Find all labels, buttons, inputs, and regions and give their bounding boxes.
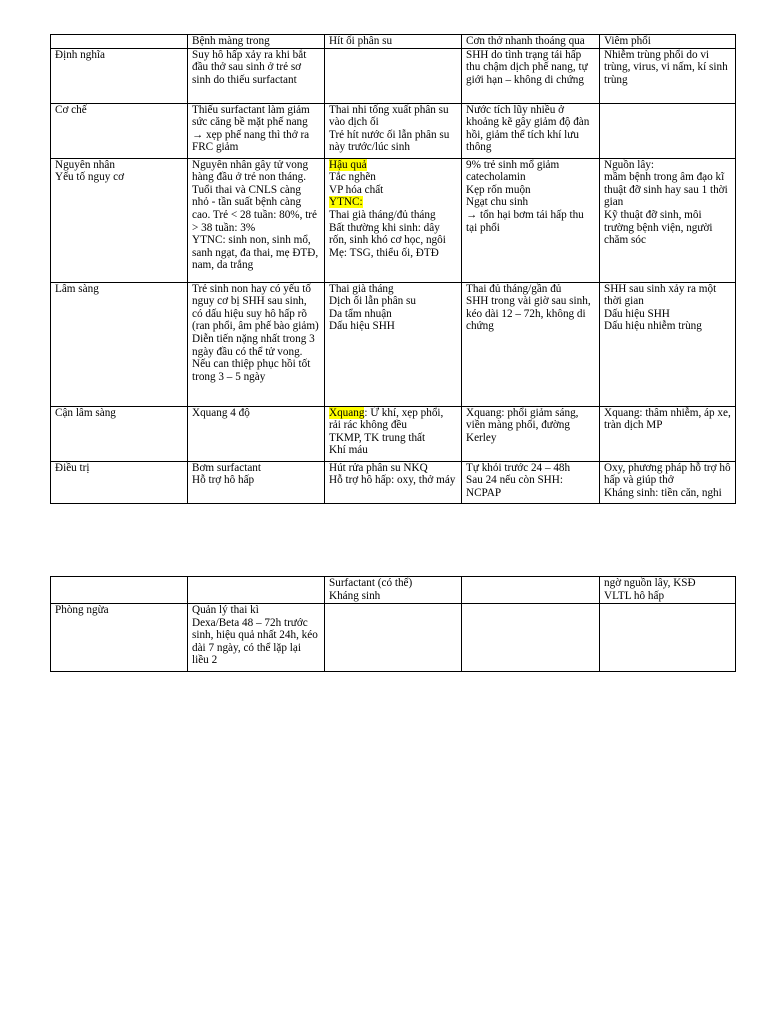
cell-line: Dấu hiệu SHH xyxy=(604,307,670,320)
row-label xyxy=(51,406,188,461)
table-cell xyxy=(600,282,736,406)
cell-line: Da tẩm nhuận xyxy=(329,307,392,320)
table-cell xyxy=(462,604,600,672)
cell-line: Quản lý thai kì xyxy=(192,604,259,616)
table-cell xyxy=(188,577,325,604)
row-label-text: Cận lâm sàng xyxy=(55,406,116,419)
cell-line: → tổn hại bơm tái hấp thu tại phổi xyxy=(466,208,584,234)
cell-line: Dexa/Beta 48 – 72h trước sinh, hiệu quả nhất 24h, kéo dài 7 ngày, có thể lặp lại liều 2 xyxy=(192,616,318,667)
cell-line: Trẻ hít nước ối lẫn phân su này trước/lúc sinh xyxy=(329,128,450,154)
table-cell xyxy=(325,158,462,282)
header-row xyxy=(51,35,736,49)
cell-line: Kỹ thuật đỡ sinh, môi trường bệnh viện, người chăm sóc xyxy=(604,208,713,247)
cell-line xyxy=(329,159,457,172)
table-cell xyxy=(325,577,462,604)
table-cell xyxy=(325,48,462,103)
table-cell xyxy=(462,406,600,461)
cell-line: Suy hô hấp xảy ra khi bắt đầu thở sau sinh ở trẻ sơ sinh do thiếu surfactant xyxy=(192,48,307,86)
cell-line: Thai già tháng xyxy=(329,282,394,295)
table-row xyxy=(51,158,736,282)
cell-line: ngờ nguồn lây, KSĐ xyxy=(604,577,696,589)
cell-line: SHH sau sinh xảy ra một thời gian xyxy=(604,282,717,308)
row-label xyxy=(51,48,188,103)
cell-line: Xquang: thâm nhiễm, áp xe, tràn dịch MP xyxy=(604,406,731,432)
cell-line: mầm bệnh trong âm đạo kĩ thuật đỡ sinh hay sau 1 thời gian xyxy=(604,171,728,209)
cell-line: TKMP, TK trung thất xyxy=(329,431,426,444)
cell-line: Surfactant (có thể) xyxy=(329,577,413,589)
row-label-text: Yếu tố nguy cơ xyxy=(55,171,124,184)
cell-line: Mẹ: TSG, thiểu ối, ĐTĐ xyxy=(329,246,439,259)
row-label-text: Nguyên nhân xyxy=(55,158,115,171)
cell-line: Trẻ sinh non hay có yếu tố nguy cơ bị SHH sau sinh, có dấu hiệu suy hô hấp rõ (ran phổi, âm phế bào giảm) xyxy=(192,282,319,333)
header-cell: Viêm phổi xyxy=(600,35,736,49)
table-cell xyxy=(188,604,325,672)
comparison-table-continued xyxy=(50,576,736,672)
cell-line: Thai già tháng/đủ tháng xyxy=(329,208,436,221)
cell-line: Nguồn lây: xyxy=(604,158,655,171)
table-cell xyxy=(188,461,325,503)
cell-line: Sau 24 nếu còn SHH: NCPAP xyxy=(466,474,563,499)
cell-line: Kháng sinh xyxy=(329,589,381,602)
cell-line: Xquang: phổi giảm sáng, viền màng phổi, đường Kerley xyxy=(466,406,579,444)
table-cell xyxy=(188,282,325,406)
cell-line: Bất thường khi sinh: dây rốn, sinh khó cơ học, ngôi xyxy=(329,221,446,247)
cell-line: Hút rửa phân su NKQ xyxy=(329,461,428,474)
table-cell xyxy=(325,461,462,503)
row-label xyxy=(51,577,188,604)
cell-line-rest: : Ứ khí, xẹp phổi, rải rác không đều xyxy=(329,406,444,432)
table-cell xyxy=(462,461,600,503)
row-label xyxy=(51,604,188,672)
table-cell xyxy=(600,577,736,604)
table-cell xyxy=(600,604,736,672)
table-cell xyxy=(188,406,325,461)
highlighted-text: YTNC: xyxy=(329,196,363,209)
cell-line: Dịch ối lẫn phân su xyxy=(329,295,416,308)
cell-line: VLTL hô hấp xyxy=(604,589,665,602)
cell-line: Nguyên nhân gây tử vong hàng đầu ở trẻ non tháng. Tuổi thai và CNLS càng nhỏ - tần suất bệnh càng cao. Trẻ < 28 tuần: 80%, trẻ > 38 tuần: 3% xyxy=(192,158,318,234)
cell-line: Khí máu xyxy=(329,444,368,457)
cell-line: Oxy, phương pháp hỗ trợ hô hấp và giúp thở xyxy=(604,461,731,487)
table-cell xyxy=(600,158,736,282)
header-cell: Bệnh màng trong xyxy=(188,35,325,49)
row-label xyxy=(51,103,188,158)
table-row xyxy=(51,604,736,672)
row-label-text: Cơ chế xyxy=(55,103,87,116)
cell-line: Hỗ trợ hô hấp xyxy=(192,474,255,487)
table-cell xyxy=(600,48,736,103)
cell-line: Diễn tiến nặng nhất trong 3 ngày đầu có thể tử vong. Nếu can thiệp phục hồi tốt trong 3 – 5 ngày xyxy=(192,332,315,383)
table-row xyxy=(51,461,736,503)
cell-line: Nhiễm trùng phổi do vi trùng, virus, vi nấm, kí sinh trùng xyxy=(604,48,728,86)
cell-line: Kháng sinh: tiền căn, nghi xyxy=(604,486,722,499)
cell-line: Thiếu surfactant làm giảm sức căng bề mặt phế nang xyxy=(192,103,310,129)
highlighted-text: Xquang xyxy=(329,406,365,419)
table-cell xyxy=(600,461,736,503)
header-cell: Hít ối phân su xyxy=(325,35,462,49)
table-row xyxy=(51,577,736,604)
cell-line: Ngạt chu sinh xyxy=(466,196,529,209)
cell-line: YTNC: sinh non, sinh mổ, sanh ngạt, đa thai, mẹ ĐTĐ, nam, da trắng xyxy=(192,234,319,272)
cell-line: → xẹp phế nang thì thở ra FRC giảm xyxy=(192,128,310,154)
cell-line: Hỗ trợ hô hấp: oxy, thở máy xyxy=(329,474,456,487)
table-cell xyxy=(188,103,325,158)
table-cell xyxy=(600,103,736,158)
row-label-text: Lâm sàng xyxy=(55,282,99,295)
comparison-table xyxy=(50,34,736,504)
row-label xyxy=(51,461,188,503)
table-cell xyxy=(325,604,462,672)
table-cell xyxy=(188,48,325,103)
table-cell xyxy=(600,406,736,461)
table-cell xyxy=(462,158,600,282)
table-cell xyxy=(188,158,325,282)
table-cell xyxy=(325,282,462,406)
table-cell xyxy=(462,577,600,604)
row-label-text: Phòng ngừa xyxy=(55,604,109,616)
highlighted-text: Hậu quả xyxy=(329,158,367,171)
table-cell xyxy=(462,282,600,406)
cell-line: Tự khỏi trước 24 – 48h xyxy=(466,461,571,474)
table-row xyxy=(51,282,736,406)
table-cell xyxy=(325,406,462,461)
table-cell xyxy=(462,48,600,103)
cell-line: VP hóa chất xyxy=(329,183,384,196)
cell-line xyxy=(329,196,457,209)
table-cell xyxy=(325,103,462,158)
cell-line: Nước tích lũy nhiều ở khoảng kẽ gây giảm độ đàn hồi, giảm thể tích khí lưu thông xyxy=(466,103,590,154)
row-label-text: Định nghĩa xyxy=(55,48,106,61)
table-row xyxy=(51,406,736,461)
row-label xyxy=(51,282,188,406)
cell-line: Bơm surfactant xyxy=(192,461,261,474)
cell-line: Tắc nghẽn xyxy=(329,171,376,184)
cell-line: 9% trẻ sinh mổ giảm catecholamin xyxy=(466,158,560,184)
cell-line: Thai nhi tống xuất phân su vào dịch ối xyxy=(329,103,449,129)
cell-line: SHH do tình trạng tái hấp thu chậm dịch phế nang, tự giới hạn – không di chứng xyxy=(466,48,588,86)
cell-line: Dấu hiệu nhiễm trùng xyxy=(604,320,702,333)
cell-line xyxy=(329,407,457,432)
cell-line: Dấu hiệu SHH xyxy=(329,320,395,333)
cell-line: Xquang 4 độ xyxy=(192,406,250,419)
table-row xyxy=(51,48,736,103)
table-cell xyxy=(462,103,600,158)
cell-line: Kẹp rốn muộn xyxy=(466,183,531,196)
cell-line: SHH trong vài giờ sau sinh, kéo dài 12 – 72h, không di chứng xyxy=(466,295,591,333)
header-cell xyxy=(51,35,188,49)
cell-line: Thai đủ tháng/gần đủ xyxy=(466,282,562,295)
row-label-text: Điều trị xyxy=(55,461,90,474)
header-cell: Cơn thở nhanh thoáng qua xyxy=(462,35,600,49)
row-label xyxy=(51,158,188,282)
table-row xyxy=(51,103,736,158)
